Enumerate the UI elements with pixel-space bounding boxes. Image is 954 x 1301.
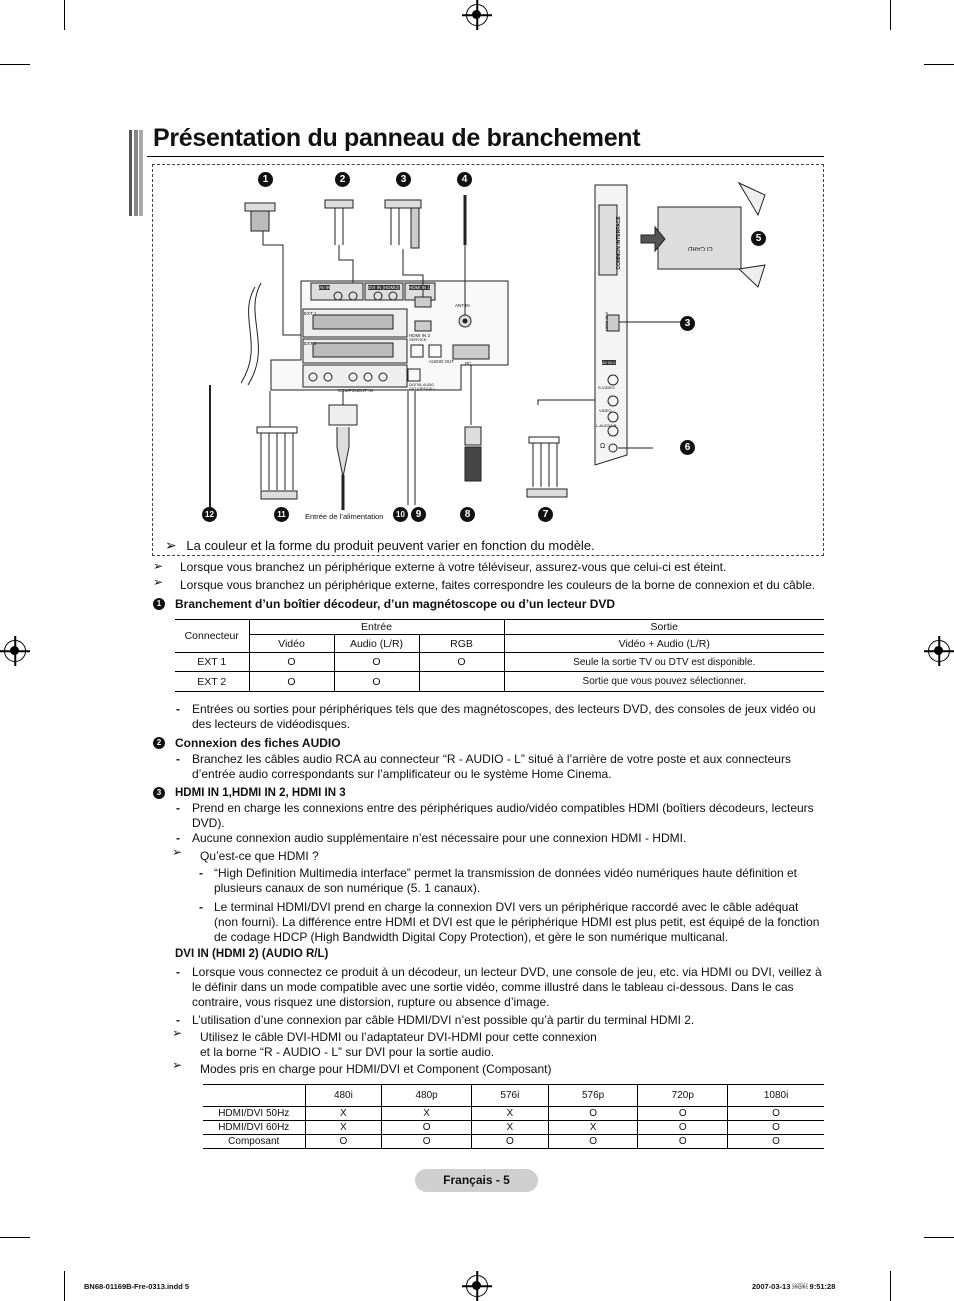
ext-table bbox=[175, 619, 824, 692]
title-rule bbox=[147, 156, 824, 157]
diagram-note bbox=[165, 537, 595, 554]
registration-mark-icon bbox=[928, 640, 950, 662]
table-row bbox=[175, 672, 824, 692]
table-cell: O bbox=[728, 1107, 824, 1121]
table-cell: O bbox=[419, 653, 504, 672]
side-audio-label: L-AUDIO-R bbox=[596, 423, 617, 428]
ext-table-sub-out: Vidéo + Audio (L/R) bbox=[504, 635, 824, 653]
table-cell: O bbox=[334, 653, 419, 672]
bullet-dash: - bbox=[176, 752, 180, 766]
rear-ext1-label: EXT 1 bbox=[304, 311, 317, 316]
table-cell: O bbox=[638, 1135, 728, 1149]
ext-table-header-entree: Entrée bbox=[249, 620, 504, 635]
callout-4: 4 bbox=[457, 172, 472, 187]
crop-mark bbox=[924, 1237, 954, 1238]
section-2-number: 2 bbox=[153, 737, 165, 749]
callout-3-side: 3 bbox=[680, 316, 695, 331]
callout-9: 9 bbox=[411, 507, 426, 522]
table-cell: X bbox=[305, 1121, 382, 1135]
section-1-bullet: Entrées ou sorties pour périphériques tels que des magnétoscopes, des lecteurs DVD, des consoles de jeux vidéo ou des lecteurs de vidéodisques. bbox=[192, 702, 816, 731]
table-cell: X bbox=[471, 1121, 548, 1135]
table-cell: O bbox=[548, 1107, 638, 1121]
callout-1: 1 bbox=[258, 172, 273, 187]
callout-2: 2 bbox=[335, 172, 350, 187]
table-cell: O bbox=[249, 672, 334, 692]
table-row bbox=[203, 1121, 824, 1135]
table-cell: X bbox=[382, 1107, 472, 1121]
section-3-bullet-1: Prend en charge les connexions entre des périphériques audio/vidéo compatibles HDMI (boîtiers décodeurs, lecteurs DVD). bbox=[192, 801, 814, 830]
date-slug: 2007-03-13 ￼￼ 9:51:28 bbox=[752, 1282, 836, 1291]
dvi-heading: DVI IN (HDMI 2) (AUDIO R/L) bbox=[175, 948, 329, 960]
section-2-bullet: Branchez les câbles audio RCA au connecteur “R - AUDIO - L” situé à l’arrière de votre poste et aux connecteurs d’entrée audio correspondants sur l’amplificateur ou le système Home Cinema. bbox=[192, 752, 791, 781]
registration-mark-icon bbox=[466, 4, 488, 26]
ext-table-header-connecteur: Connecteur bbox=[175, 620, 249, 653]
table-cell: EXT 2 bbox=[175, 672, 249, 692]
note-arrow-icon: ➢ bbox=[172, 1026, 183, 1040]
modes-col-header: 1080i bbox=[728, 1085, 824, 1107]
side-svideo-label: S-VIDEO bbox=[598, 385, 615, 390]
rear-av-in-label: AV IN bbox=[319, 285, 331, 290]
section-3-heading: HDMI IN 1,HDMI IN 2, HDMI IN 3 bbox=[175, 787, 346, 799]
table-cell: Sortie que vous pouvez sélectionner. bbox=[504, 672, 824, 692]
side-av-in2-label: AV IN 2 bbox=[602, 360, 616, 365]
table-cell: O bbox=[382, 1121, 472, 1135]
side-hdmi3-label: HDMI IN 3 bbox=[603, 312, 609, 331]
page-title: Présentation du panneau de branchement bbox=[153, 124, 641, 152]
modes-col-header: 720p bbox=[638, 1085, 728, 1107]
crop-mark bbox=[64, 1271, 65, 1301]
callout-5: 5 bbox=[751, 231, 766, 246]
table-row bbox=[175, 653, 824, 672]
section-1-heading: Branchement d’un boîtier décodeur, d’un magnétoscope ou d’un lecteur DVD bbox=[175, 597, 616, 611]
callout-10: 10 bbox=[393, 507, 408, 522]
dvi-note-line-2: et la borne “R - AUDIO - L” sur DVI pour la sortie audio. bbox=[200, 1045, 495, 1059]
note-arrow-icon: ➢ bbox=[165, 537, 177, 553]
side-headphone-label: Ω bbox=[600, 443, 606, 450]
bullet-dash: - bbox=[176, 965, 180, 979]
modes-col-header: 480i bbox=[305, 1085, 382, 1107]
diagram-note-text: La couleur et la forme du produit peuvent varier en fonction du modèle. bbox=[186, 538, 595, 553]
callout-12: 12 bbox=[202, 507, 217, 522]
connection-diagram bbox=[152, 164, 824, 556]
connection-panel-illustration bbox=[153, 165, 823, 555]
bullet-dash: - bbox=[199, 866, 203, 880]
side-video-label: VIDEO bbox=[599, 408, 612, 413]
rear-pc-label: PC bbox=[465, 361, 472, 366]
crop-mark bbox=[924, 64, 954, 65]
ext-table-sub-audio: Audio (L/R) bbox=[334, 635, 419, 653]
section-3-number: 3 bbox=[153, 787, 165, 799]
callout-3: 3 bbox=[396, 172, 411, 187]
note-arrow-icon: ➢ bbox=[172, 1058, 183, 1072]
modes-row-name: Composant bbox=[203, 1135, 305, 1149]
crop-mark bbox=[0, 1237, 30, 1238]
rear-ext2-label: EXT 2 bbox=[304, 341, 317, 346]
note-2-text: Lorsque vous branchez un périphérique externe, faites correspondre les couleurs de la borne de connexion et du câble. bbox=[180, 578, 816, 592]
modes-table bbox=[203, 1084, 824, 1149]
note-arrow-icon: ➢ bbox=[153, 559, 164, 573]
table-cell: X bbox=[305, 1107, 382, 1121]
rear-hdmi1-label: HDMI IN 1 bbox=[409, 285, 431, 290]
table-cell: Seule la sortie TV ou DTV est disponible. bbox=[504, 653, 824, 672]
table-cell: EXT 1 bbox=[175, 653, 249, 672]
rear-ant-in-label: ANT IN bbox=[455, 303, 470, 308]
section-1-number: 1 bbox=[153, 598, 165, 610]
rear-component-label: COMPONENT IN bbox=[338, 388, 373, 393]
registration-mark-icon bbox=[4, 640, 26, 662]
table-cell: X bbox=[548, 1121, 638, 1135]
table-cell: O bbox=[334, 672, 419, 692]
bullet-dash: - bbox=[176, 831, 180, 845]
table-cell bbox=[419, 672, 504, 692]
modes-col-header: 576i bbox=[471, 1085, 548, 1107]
modes-note: Modes pris en charge pour HDMI/DVI et Component (Composant) bbox=[200, 1062, 552, 1076]
crop-mark bbox=[890, 0, 891, 30]
table-cell: O bbox=[249, 653, 334, 672]
modes-col-header: 576p bbox=[548, 1085, 638, 1107]
modes-col-header: 480p bbox=[382, 1085, 472, 1107]
section-3-bullet-2: Aucune connexion audio supplémentaire n’est nécessaire pour une connexion HDMI - HDMI. bbox=[192, 831, 687, 845]
table-cell: O bbox=[548, 1135, 638, 1149]
title-decoration bbox=[129, 130, 143, 216]
bullet-dash: - bbox=[199, 900, 203, 914]
crop-mark bbox=[890, 1271, 891, 1301]
bullet-dash: - bbox=[176, 702, 180, 716]
bullet-dash: - bbox=[176, 801, 180, 815]
ext-table-sub-video: Vidéo bbox=[249, 635, 334, 653]
page-number: Français - 5 bbox=[415, 1169, 538, 1192]
callout-6: 6 bbox=[680, 440, 695, 455]
rear-optical-label: DIGITAL AUDIO OUT (OPTICAL) bbox=[409, 383, 435, 391]
rear-audio-out-label: AUDIO OUT bbox=[429, 359, 455, 364]
ext-table-sub-rgb: RGB bbox=[419, 635, 504, 653]
note-arrow-icon: ➢ bbox=[172, 845, 183, 859]
registration-mark-icon bbox=[466, 1275, 488, 1297]
dvi-bullet-2: L’utilisation d’une connexion par câble HDMI/DVI n’est possible qu’à partir du terminal HDMI 2. bbox=[192, 1013, 695, 1027]
modes-table-header bbox=[203, 1085, 824, 1107]
table-cell: X bbox=[471, 1107, 548, 1121]
table-row bbox=[203, 1107, 824, 1121]
callout-11: 11 bbox=[274, 507, 289, 522]
callout-8: 8 bbox=[460, 507, 475, 522]
note-arrow-icon: ➢ bbox=[153, 575, 164, 589]
ci-card-label: CI CARD bbox=[688, 245, 713, 251]
crop-mark bbox=[0, 64, 30, 65]
note-1-text: Lorsque vous branchez un périphérique externe à votre téléviseur, assurez-vous que celui-ci est éteint. bbox=[180, 560, 727, 574]
table-cell: O bbox=[305, 1135, 382, 1149]
rear-hdmi2-label: HDMI IN 2 bbox=[409, 333, 431, 338]
note-1 bbox=[153, 559, 163, 574]
hdmi-sub-2: Le terminal HDMI/DVI prend en charge la connexion DVI vers un périphérique raccordé avec le câble adéquat (non fourni). La différence entre HDMI et DVI est que le périphérique HDMI est plus petit, est équipé de la fonction de codage HDCP (High Bandwidth Digital Copy Protection), et gère le son numérique multicanal. bbox=[214, 900, 820, 944]
table-cell: O bbox=[728, 1121, 824, 1135]
side-common-interface-label: COMMON INTERFACE bbox=[616, 216, 622, 270]
hdmi-question: Qu’est-ce que HDMI ? bbox=[200, 849, 319, 863]
power-input-label: Entrée de l’alimentation bbox=[305, 512, 384, 521]
table-cell: O bbox=[382, 1135, 472, 1149]
callout-7: 7 bbox=[538, 507, 553, 522]
rear-dvi-in-label: DVI IN (HDMI2) bbox=[368, 285, 400, 290]
file-slug: BN68-01169B-Fre-0313.indd 5 bbox=[84, 1282, 190, 1291]
section-2-heading: Connexion des fiches AUDIO bbox=[175, 736, 341, 750]
modes-row-name: HDMI/DVI 60Hz bbox=[203, 1121, 305, 1135]
note-2 bbox=[153, 575, 163, 590]
table-cell: O bbox=[638, 1107, 728, 1121]
table-cell: O bbox=[728, 1135, 824, 1149]
bullet-dash: - bbox=[176, 1013, 180, 1027]
table-row bbox=[203, 1135, 824, 1149]
crop-mark bbox=[64, 0, 65, 30]
modes-row-name: HDMI/DVI 50Hz bbox=[203, 1107, 305, 1121]
ext-table-header-sortie: Sortie bbox=[504, 620, 824, 635]
table-cell: O bbox=[638, 1121, 728, 1135]
table-cell: O bbox=[471, 1135, 548, 1149]
dvi-note-line-1: Utilisez le câble DVI-HDMI ou l’adaptateur DVI-HDMI pour cette connexion bbox=[200, 1030, 597, 1044]
dvi-bullet-1: Lorsque vous connectez ce produit à un décodeur, un lecteur DVD, une console de jeu, etc. via HDMI ou DVI, veillez à le définir dans un mode compatible avec une sortie vidéo, comme illustré dans le tableau ci-dessous. Dans le cas contraire, vous risquez une distorsion, rupture ou absence d’image. bbox=[192, 965, 822, 1009]
rear-service-label: SERVICE bbox=[409, 337, 427, 342]
hdmi-sub-1: “High Definition Multimedia interface” permet la transmission de données vidéo numériques haute définition et plusieurs canaux de son numérique (5. 1 canaux). bbox=[214, 866, 797, 895]
